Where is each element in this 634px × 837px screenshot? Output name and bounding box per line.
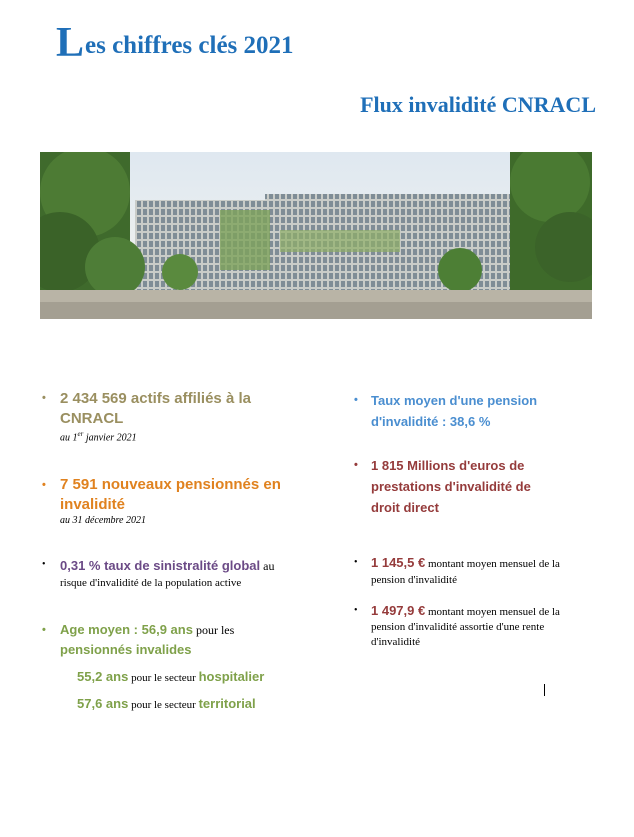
note-text: janvier 2021 <box>83 432 137 444</box>
stat-plain: pour le secteur <box>128 672 199 684</box>
stat-line: 7 591 nouveaux pensionnés en <box>60 476 281 493</box>
stat-strong: Age moyen : 56,9 ans <box>60 622 193 637</box>
title-initial: L <box>56 20 85 66</box>
stat-line: invalidité <box>60 496 126 513</box>
stat-benefits-amount <box>371 455 531 518</box>
stat-average-rate <box>371 390 537 432</box>
stat-plain: d'invalidité <box>371 636 421 648</box>
stat-new-pensioners <box>60 475 281 515</box>
stat-plain: montant moyen mensuel de la <box>425 606 560 618</box>
stat-strong: 1 497,9 € <box>371 603 426 618</box>
stat-line: 1 815 Millions d'euros de <box>371 458 525 473</box>
stat-line: 2 434 569 actifs affiliés à la <box>60 390 251 407</box>
stat-line: prestations d'invalidité de <box>371 479 531 494</box>
stat-average-age <box>60 620 234 660</box>
stat-strong: 55,2 ans <box>77 669 129 684</box>
stat-age-territorial <box>77 695 256 713</box>
stat-age-hospital <box>77 668 264 686</box>
stat-date-note: au 31 décembre 2021 <box>60 515 146 526</box>
building-photo <box>40 152 592 319</box>
stat-monthly-pension <box>371 555 560 588</box>
bullet-marker: • <box>354 605 358 616</box>
stat-plain: risque d'invalidité de la population active <box>60 577 242 589</box>
stat-line: Taux moyen d'une pension <box>371 393 538 408</box>
stat-date-note <box>60 430 137 443</box>
document-subtitle: Flux invalidité CNRACL <box>360 92 596 117</box>
stat-strong: 57,6 ans <box>77 696 129 711</box>
bullet-marker: • <box>42 479 46 491</box>
stat-strong: pensionnés invalides <box>60 642 192 657</box>
stat-strong: territorial <box>198 696 256 711</box>
bullet-marker: • <box>42 559 46 570</box>
stat-line: d'invalidité : 38,6 % <box>371 414 491 429</box>
stat-line: CNRACL <box>60 410 124 427</box>
document-title <box>56 22 294 64</box>
note-sup: er <box>77 430 84 438</box>
title-text: es chiffres clés 2021 <box>85 32 294 59</box>
bullet-marker: • <box>354 394 358 406</box>
stat-plain: pension d'invalidité assortie d'une rente <box>371 621 545 633</box>
stat-line: droit direct <box>371 500 439 515</box>
stat-plain: pour le secteur <box>128 699 199 711</box>
bullet-marker: • <box>42 624 46 636</box>
stat-claim-rate <box>60 557 274 592</box>
bullet-marker: • <box>354 557 358 568</box>
stat-strong: hospitalier <box>198 669 265 684</box>
stat-strong: 1 145,5 € <box>371 555 426 570</box>
bullet-marker: • <box>354 459 358 471</box>
note-text: au 1 <box>60 432 78 444</box>
stat-plain: au <box>260 559 275 573</box>
bullet-marker: • <box>42 392 46 404</box>
stat-strong: 0,31 % taux de sinistralité global <box>60 558 261 573</box>
building-illustration <box>40 152 592 319</box>
stat-plain: montant moyen mensuel de la <box>425 558 560 570</box>
stat-active-members <box>60 389 251 429</box>
text-cursor <box>544 684 545 696</box>
stat-monthly-pension-annuity <box>371 603 560 650</box>
stat-plain: pension d'invalidité <box>371 574 457 586</box>
stat-plain: pour les <box>192 623 235 637</box>
